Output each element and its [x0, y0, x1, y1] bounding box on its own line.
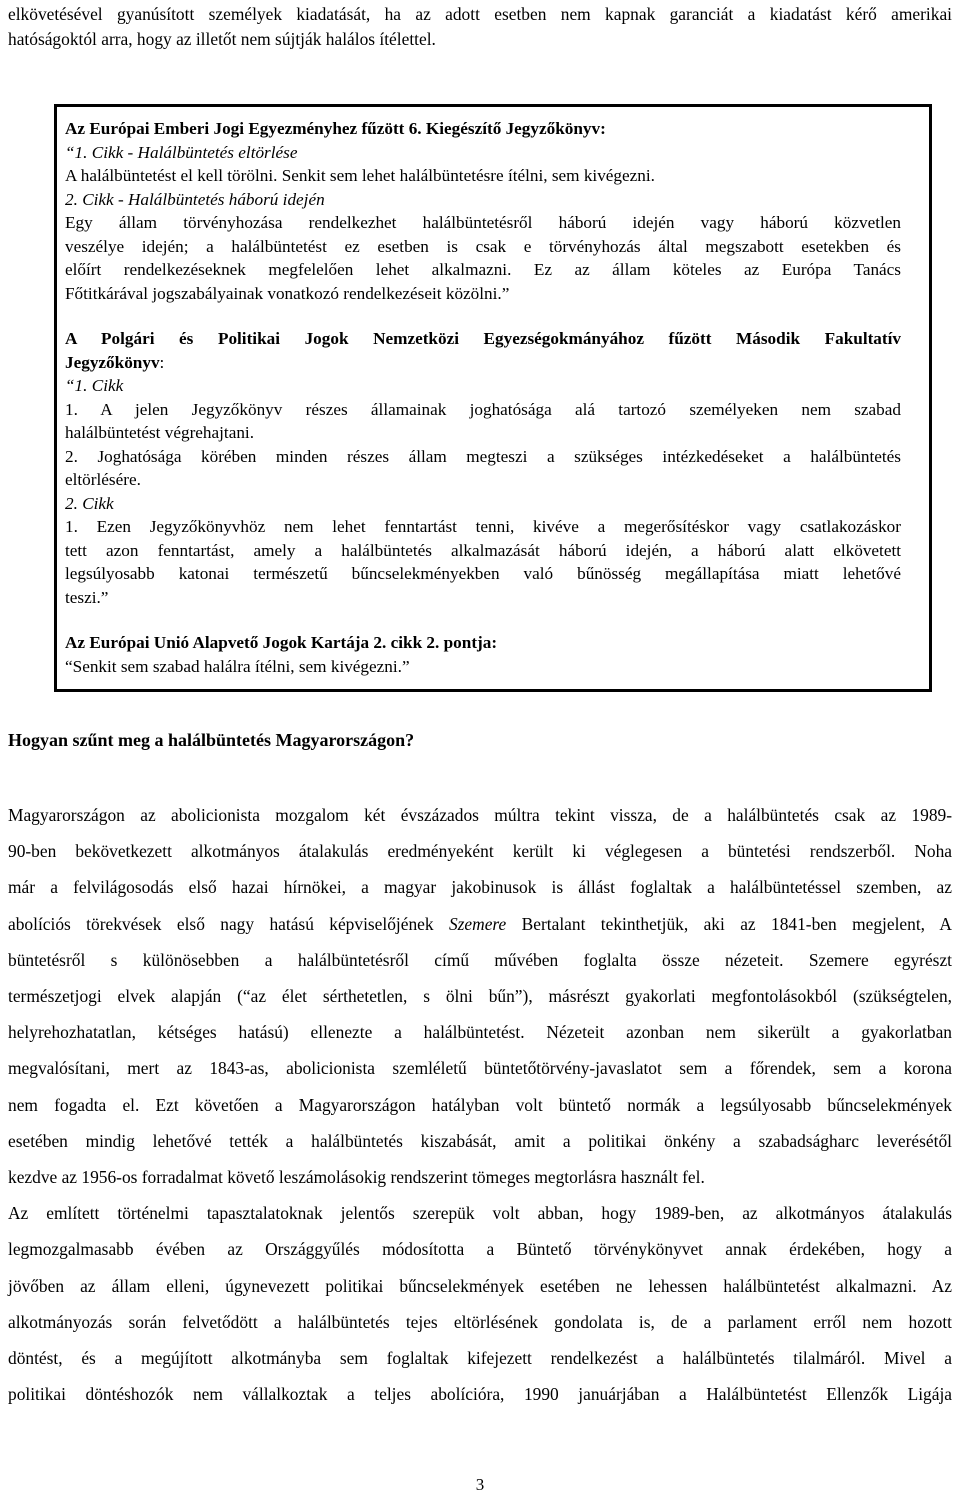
- iccpr-article1-p2-line: 2. Joghatósága körében minden részes állam megteszi a szükséges intézkedéseket a halálbüntetés: [65, 446, 901, 466]
- history-line: 90-ben bekövetkezett alkotmányos átalakulás eredményeként került ki véglegesen a büntetési rendszerből. Noha: [8, 841, 952, 862]
- history-paragraph-2: [8, 1195, 952, 1412]
- history-line: Magyarországon az abolicionista mozgalom két évszázados múltra tekint vissza, de a halálbüntetés csak az 1989-: [8, 805, 952, 825]
- history-line-text: abolíciós törekvések első nagy hatású képviselőjének: [8, 913, 449, 934]
- echr-article2-line: előírt rendelkezéseknek megfelelően lehet alkalmazni. Ez az állam köteles az Európa Tanács: [65, 260, 901, 279]
- history-line: Az említett történelmi tapasztalatoknak jelentős szerepük volt abban, hogy 1989-ben, az alkotmányos átalakulás: [8, 1203, 952, 1224]
- intro-paragraph: [8, 2, 952, 52]
- history-line: helyrehozhatatlan, kétséges hatású) ellenezte a halálbüntetést. Nézeteit azonban nem sikerült a gyakorlatban: [8, 1022, 952, 1043]
- echr-article1-title: “1. Cikk - Halálbüntetés eltörlése: [65, 142, 298, 162]
- history-line: jövőben az állam elleni, úgynevezett politikai bűncselekmények esetében ne lehessen halálbüntetést alkalmazni. Az: [8, 1275, 952, 1296]
- iccpr-article2-line: 1. Ezen Jegyzőkönyvhöz nem lehet fenntartást tenni, kivéve a megerősítéskor vagy csatlakozáskor: [65, 517, 901, 536]
- echr-article2-line: veszélye idején; a halálbüntetést ez esetben is csak e törvényhozás által megszabott esetekben és: [65, 236, 901, 256]
- page-number: 3: [475, 1475, 485, 1494]
- history-line: [8, 906, 952, 942]
- history-line: megvalósítani, mert az 1843-as, abolicionista szemléletű büntetőtörvény-javaslatot sem a főrendek, sem a korona: [8, 1058, 952, 1079]
- history-line: természetjogi elvek alapján (“az élet sérthetetlen, s ölni bűn”), másrészt gyakorlati megfontolásokból (szükségtelen,: [8, 986, 952, 1007]
- iccpr-article2-line: tett azon fenntartást, amely a halálbüntetés alkalmazását háború idején, a háború alatt elkövetett: [65, 540, 901, 560]
- iccpr-heading-word: Jegyzőkönyv: [65, 352, 160, 372]
- history-line: büntetésről s különösebben a halálbüntetésről című művében foglalta össze nézeteit. Szemere egyrészt: [8, 949, 952, 970]
- echr-article2-line: Egy állam törvényhozása rendelkezhet halálbüntetésről háború idején vagy háború közvetlen: [65, 213, 901, 232]
- history-line: esetében mindig lehetővé tették a halálbüntetés kiszabását, amit a politikai önkény a szabadságharc leverésétől: [8, 1130, 952, 1151]
- iccpr-protocol-heading: A Polgári és Politikai Jogok Nemzetközi Egyezségokmányához fűzött Második Fakultatív: [65, 329, 901, 348]
- quotation-box: [54, 104, 932, 692]
- section-heading: Hogyan szűnt meg a halálbüntetés Magyarországon?: [8, 730, 415, 750]
- history-line: döntést, és a megújított alkotmányba sem foglaltak kifejezett rendelkezést a halálbüntetés tilalmáról. Mivel a: [8, 1348, 952, 1369]
- history-line: nem fogadta el. Ezt követően a Magyarországon hatályban volt büntető normák a legsúlyosabb bűncselekmények: [8, 1094, 952, 1115]
- eu-charter-text: “Senkit sem szabad halálra ítélni, sem kivégezni.”: [65, 656, 410, 676]
- history-line: legmozgalmasabb évében az Országgyűlés módosította a Büntető törvénykönyvet annak érdekében, hogy a: [8, 1239, 952, 1260]
- iccpr-article1-title: “1. Cikk: [65, 376, 124, 395]
- history-line: alkotmányozás során felvetődött a halálbüntetés tejes eltörlésének gondolata is, de a parlament erről nem hozott: [8, 1311, 952, 1332]
- echr-article2-line: Főtitkárával jogszabályainak vonatkozó rendelkezéseit közölni.”: [65, 283, 510, 303]
- echr-article1-text: A halálbüntetést el kell törölni. Senkit sem lehet halálbüntetésre ítélni, sem kivégezni.: [65, 166, 655, 185]
- intro-line: hatóságoktól arra, hogy az illetőt nem sújtják halálos ítélettel.: [8, 29, 436, 49]
- iccpr-protocol-heading-cont: [65, 351, 901, 375]
- iccpr-heading-colon: :: [159, 352, 165, 372]
- history-paragraph-1: [8, 797, 952, 1195]
- iccpr-article1-p2-line: eltörlésére.: [65, 470, 141, 489]
- iccpr-article1-p1-line: 1. A jelen Jegyzőkönyv részes államainak joghatósága alá tartozó személyeken nem szabad: [65, 399, 901, 419]
- iccpr-article2-title: 2. Cikk: [65, 493, 114, 513]
- iccpr-article2-line: legsúlyosabb katonai természetű bűncselekményekben való bűnösség megállapítása miatt lehetővé: [65, 564, 901, 583]
- eu-charter-heading: Az Európai Unió Alapvető Jogok Kartája 2. cikk 2. pontja:: [65, 633, 498, 652]
- author-name: Szemere: [448, 913, 507, 934]
- history-text: [8, 797, 952, 1412]
- echr-protocol-heading: Az Európai Emberi Jogi Egyezményhez fűzött 6. Kiegészítő Jegyzőkönyv:: [65, 119, 606, 138]
- echr-article2-title: 2. Cikk - Halálbüntetés háború idején: [65, 189, 325, 209]
- iccpr-article2-line: teszi.”: [65, 587, 109, 607]
- history-line: már a felvilágosodás első hazai hírnökei, a magyar jakobinusok is állást foglaltak a halálbüntetéssel szemben, az: [8, 877, 952, 898]
- history-line: politikai döntéshozók nem vállalkoztak a teljes abolícióra, 1990 januárjában a Halálbüntetést Ellenzők Ligája: [8, 1384, 952, 1405]
- history-line-text: Bertalant tekinthetjük, aki az 1841-ben megjelent, A: [506, 913, 952, 934]
- history-line: kezdve az 1956-os forradalmat követő leszámolásokig rendszerint tömeges megtorlásra használt fel.: [8, 1167, 705, 1188]
- intro-line: elkövetésével gyanúsított személyek kiadatását, ha az adott esetben nem kapnak garanciát a kiadatást kérő amerikai: [8, 4, 952, 24]
- iccpr-article1-p1-line: halálbüntetést végrehajtani.: [65, 423, 254, 442]
